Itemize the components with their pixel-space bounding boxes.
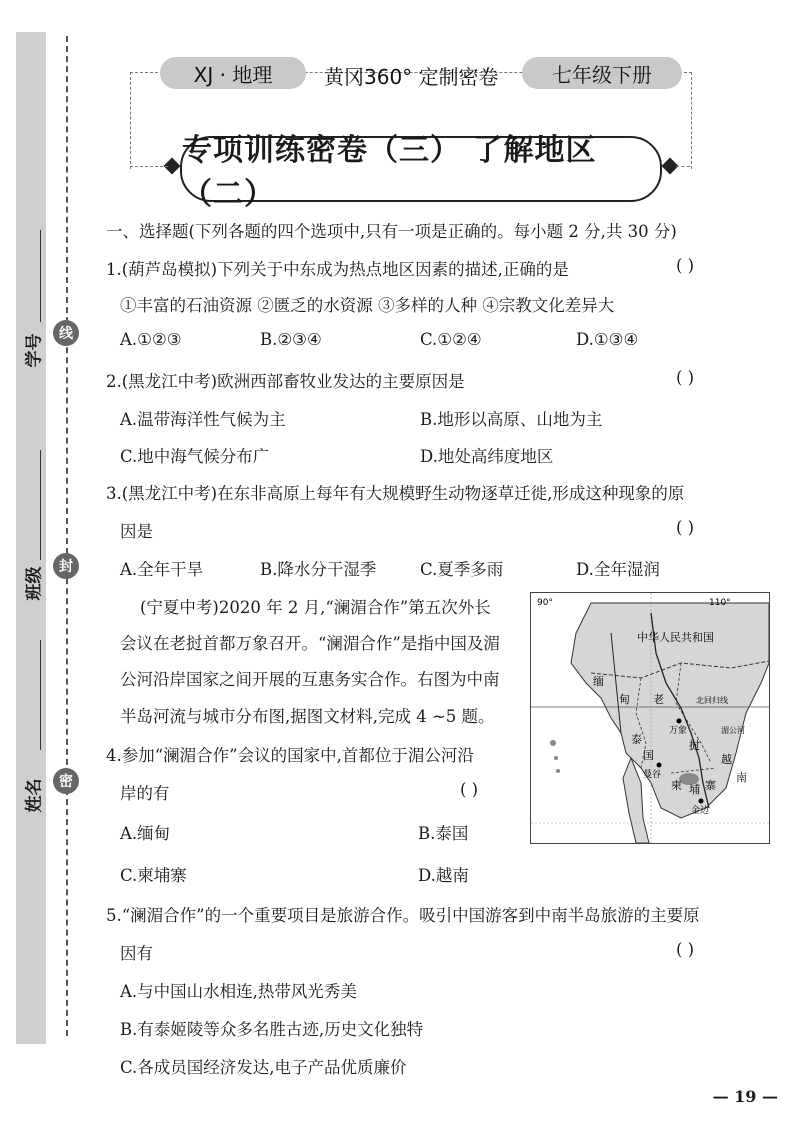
q5-stem-line1: 5.“澜湄合作”的一个重要项目是旅游合作。吸引中国游客到中南半岛旅游的主要原 (106, 906, 700, 925)
island-dot (556, 769, 560, 773)
q3-option-c[interactable]: C.夏季多雨 (420, 560, 504, 579)
label-china: 中华人民共和国 (637, 631, 714, 644)
q5-option-b[interactable]: B.有泰姬陵等众多名胜古迹,历史文化独特 (120, 1020, 424, 1039)
q3-option-d[interactable]: D.全年湿润 (576, 560, 660, 579)
label-thailand-1: 泰 (631, 733, 642, 746)
label-cambodia-2: 埔 (689, 783, 700, 796)
binding-strip (16, 32, 46, 1044)
q1-answer-bracket[interactable]: ( ) (676, 256, 695, 275)
q3-option-b[interactable]: B.降水分干湿季 (260, 560, 377, 579)
series-title: 黄冈360° 定制密卷 (324, 65, 499, 89)
q1-stem: 1.(葫芦岛模拟)下列关于中东成为热点地区因素的描述,正确的是 (106, 260, 569, 279)
bangkok-dot (657, 763, 662, 768)
q4-option-c[interactable]: C.柬埔寨 (120, 866, 187, 885)
seal-line: 线 (53, 320, 79, 346)
phnom-penh-dot (699, 799, 704, 804)
paper-title: 专项训练密卷（三） 了解地区（二） (180, 136, 662, 202)
material-line-2: 会议在老挝首都万象召开。“澜湄合作”是指中国及湄 (120, 634, 500, 653)
lon-label-110: 110° (709, 598, 731, 608)
header-dash-right (676, 166, 690, 167)
q1-option-d[interactable]: D.①③④ (576, 330, 639, 349)
label-myanmar-1: 缅 (593, 675, 604, 688)
seal-seal: 封 (53, 553, 79, 579)
lon-label-90: 90° (537, 598, 553, 608)
label-vietnam-1: 越 (721, 753, 732, 766)
q2-stem: 2.(黑龙江中考)欧洲西部畜牧业发达的主要原因是 (106, 372, 465, 391)
q2-option-b[interactable]: B.地形以高原、山地为主 (420, 410, 603, 429)
q3-stem-line2: 因是 (120, 522, 153, 541)
q1-option-b[interactable]: B.②③④ (260, 330, 322, 349)
q1-items: ①丰富的石油资源 ②匮乏的水资源 ③多样的人种 ④宗教文化差异大 (120, 296, 615, 315)
label-mekong: 湄公河 (721, 726, 745, 735)
grade-pill: 七年级下册 (522, 57, 682, 89)
q1-option-a[interactable]: A.①②③ (120, 330, 182, 349)
label-cambodia-3: 寨 (705, 779, 716, 792)
q4-option-b[interactable]: B.泰国 (418, 824, 469, 843)
label-vientiane: 万象 (669, 726, 688, 736)
name-line[interactable] (40, 640, 41, 750)
map-svg (531, 593, 769, 843)
subject-pill: XJ · 地理 (160, 57, 306, 89)
label-laos-1: 老 (653, 693, 664, 706)
material-line-4: 半岛河流与城市分布图,据图文材料,完成 4 ~5 题。 (120, 707, 495, 726)
label-thailand-2: 国 (643, 749, 654, 762)
indochina-map (530, 592, 770, 844)
q2-option-d[interactable]: D.地处高纬度地区 (420, 447, 554, 466)
label-phnom-penh: 金边 (691, 806, 710, 816)
q2-option-a[interactable]: A.温带海洋性气候为主 (120, 410, 286, 429)
q5-answer-bracket[interactable]: ( ) (676, 940, 695, 959)
seal-secret: 密 (53, 768, 79, 794)
island-dot (554, 756, 558, 760)
q1-option-c[interactable]: C.①②④ (420, 330, 482, 349)
class-label: 班级 (24, 566, 45, 601)
island-dot (550, 740, 556, 746)
material-line-1: (宁夏中考)2020 年 2 月,“澜湄合作”第五次外长 (140, 598, 491, 617)
q5-option-a[interactable]: A.与中国山水相连,热带风光秀美 (120, 982, 357, 1001)
label-myanmar-2: 甸 (619, 693, 630, 706)
student-id-label: 学号 (24, 333, 45, 368)
q4-answer-bracket[interactable]: ( ) (460, 780, 479, 799)
q3-option-a[interactable]: A.全年干旱 (120, 560, 204, 579)
q4-stem-line1: 4.参加“澜湄合作”会议的国家中,首都位于湄公河沿 (106, 746, 474, 765)
label-cambodia-1: 柬 (671, 779, 682, 792)
q5-option-c[interactable]: C.各成员国经济发达,电子产品优质廉价 (120, 1058, 407, 1077)
q4-stem-line2: 岸的有 (120, 784, 170, 803)
label-tropic: 北回归线 (696, 696, 728, 705)
section-heading: 一、选择题(下列各题的四个选项中,只有一项是正确的。每小题 2 分,共 30 分) (106, 222, 677, 241)
cut-line (66, 36, 68, 1036)
class-line[interactable] (40, 450, 41, 560)
q2-option-c[interactable]: C.地中海气候分布广 (120, 447, 270, 466)
q3-stem-line1: 3.(黑龙江中考)在东非高原上每年有大规模野生动物逐草迁徙,形成这种现象的原 (106, 484, 685, 503)
label-laos-2: 挝 (689, 739, 700, 752)
q4-option-d[interactable]: D.越南 (418, 866, 469, 885)
material-line-3: 公河沿岸国家之间开展的互惠务实合作。右图为中南 (120, 670, 500, 689)
page-number: — 19 — (712, 1087, 778, 1106)
label-bangkok: 曼谷 (643, 770, 662, 780)
header-dash-left (130, 166, 168, 167)
vientiane-dot (677, 719, 682, 724)
q4-option-a[interactable]: A.缅甸 (120, 824, 171, 843)
label-vietnam-2: 南 (736, 771, 747, 784)
name-label: 姓名 (24, 778, 45, 813)
q3-answer-bracket[interactable]: ( ) (676, 518, 695, 537)
q5-stem-line2: 因有 (120, 944, 153, 963)
q2-answer-bracket[interactable]: ( ) (676, 368, 695, 387)
student-id-line[interactable] (40, 230, 41, 322)
